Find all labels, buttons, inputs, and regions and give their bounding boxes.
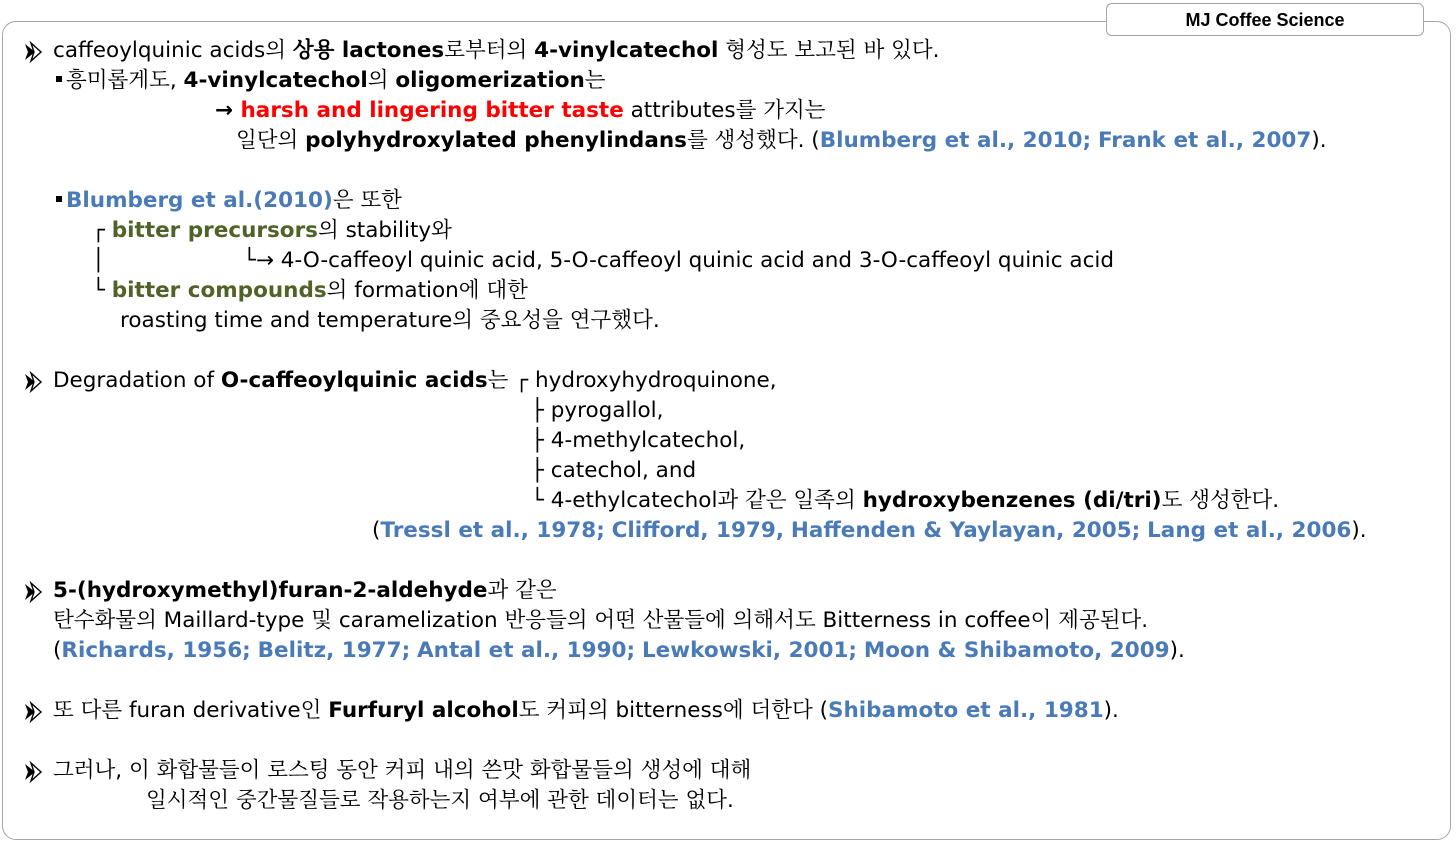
line-1: caffeoylquinic acids의 상용 lactones로부터의 4-vinylcatechol 형성도 보고된 바 있다. bbox=[53, 38, 940, 63]
line-17: 탄수화물의 Maillard-type 및 caramelization 반응들의 어떤 산물들에 의해서도 Bitterness in coffee이 제공된다. bbox=[53, 608, 1149, 633]
arrow-bullet-icon bbox=[22, 581, 44, 603]
arrow-bullet-icon bbox=[22, 41, 44, 63]
line-15: (Tressl et al., 1978; Clifford, 1979, Haffenden & Yaylayan, 2005; Lang et al., 2006). bbox=[372, 518, 1367, 543]
arrow-bullet-icon bbox=[22, 371, 44, 393]
line-7-bracket: │ bbox=[92, 248, 105, 273]
arrow-bullet-icon bbox=[22, 701, 44, 723]
line-14: └ 4-ethylcatechol과 같은 일족의 hydroxybenzenes (di/tri)도 생성한다. bbox=[531, 488, 1280, 513]
citation: Lang et al., 2006 bbox=[1147, 518, 1352, 543]
citation: Blumberg et al., 2010; bbox=[819, 128, 1092, 153]
citation: Blumberg et al.(2010) bbox=[66, 188, 333, 213]
line-16: 5-(hydroxymethyl)furan-2-aldehyde과 같은 bbox=[53, 578, 557, 603]
line-21: 일시적인 중간물질들로 작용하는지 여부에 관한 데이터는 없다. bbox=[146, 788, 734, 813]
square-bullet-icon bbox=[56, 196, 62, 202]
line-20: 그러나, 이 화합물들이 로스팅 동안 커피 내의 쓴맛 화합물들의 생성에 대해 bbox=[53, 758, 752, 783]
line-12: ├ 4-methylcatechol, bbox=[531, 428, 746, 453]
line-4: 일단의 polyhydroxylated phenylindans를 생성했다. (Blumberg et al., 2010; Frank et al., 2007). bbox=[236, 128, 1327, 153]
line-19: 또 다른 furan derivative인 Furfuryl alcohol도 커피의 bitterness에 더한다 (Shibamoto et al., 1981). bbox=[53, 698, 1119, 723]
citation: Lewkowski, 2001; bbox=[641, 638, 858, 663]
square-bullet-icon bbox=[56, 76, 62, 82]
arrow-bullet-icon bbox=[22, 761, 44, 783]
header-tag: MJ Coffee Science bbox=[1106, 3, 1424, 36]
line-10: Degradation of O-caffeoylquinic acids는 ┌ hydroxyhydroquinone, bbox=[53, 368, 777, 393]
citation: Richards, 1956; bbox=[61, 638, 251, 663]
line-11: ├ pyrogallol, bbox=[531, 398, 664, 423]
citation: Belitz, 1977; bbox=[257, 638, 411, 663]
line-9: roasting time and temperature의 중요성을 연구했다. bbox=[120, 308, 660, 333]
line-8: └ bitter compounds의 formation에 대한 bbox=[92, 278, 528, 303]
citation: Shibamoto et al., 1981 bbox=[828, 698, 1104, 723]
line-18: (Richards, 1956; Belitz, 1977; Antal et al., 1990; Lewkowski, 2001; Moon & Shibamoto, 2009). bbox=[53, 638, 1185, 663]
line-13: ├ catechol, and bbox=[531, 458, 697, 483]
citation: Moon & Shibamoto, 2009 bbox=[863, 638, 1170, 663]
citation: Tressl et al., 1978; bbox=[380, 518, 605, 543]
citation: Clifford, 1979, bbox=[611, 518, 785, 543]
line-5: Blumberg et al.(2010)은 또한 bbox=[56, 186, 402, 216]
citation: Frank et al., 2007 bbox=[1097, 128, 1312, 153]
line-3: → harsh and lingering bitter taste attributes를 가지는 bbox=[215, 98, 826, 123]
citation: Antal et al., 1990; bbox=[417, 638, 636, 663]
line-2: 흥미롭게도, 4-vinylcatechol의 oligomerization는 bbox=[56, 66, 606, 96]
line-7: └→ 4-O-caffeoyl quinic acid, 5-O-caffeoyl quinic acid and 3-O-caffeoyl quinic acid bbox=[243, 248, 1115, 273]
line-6: ┌ bitter precursors의 stability와 bbox=[92, 218, 452, 243]
citation: Haffenden & Yaylayan, 2005; bbox=[790, 518, 1141, 543]
